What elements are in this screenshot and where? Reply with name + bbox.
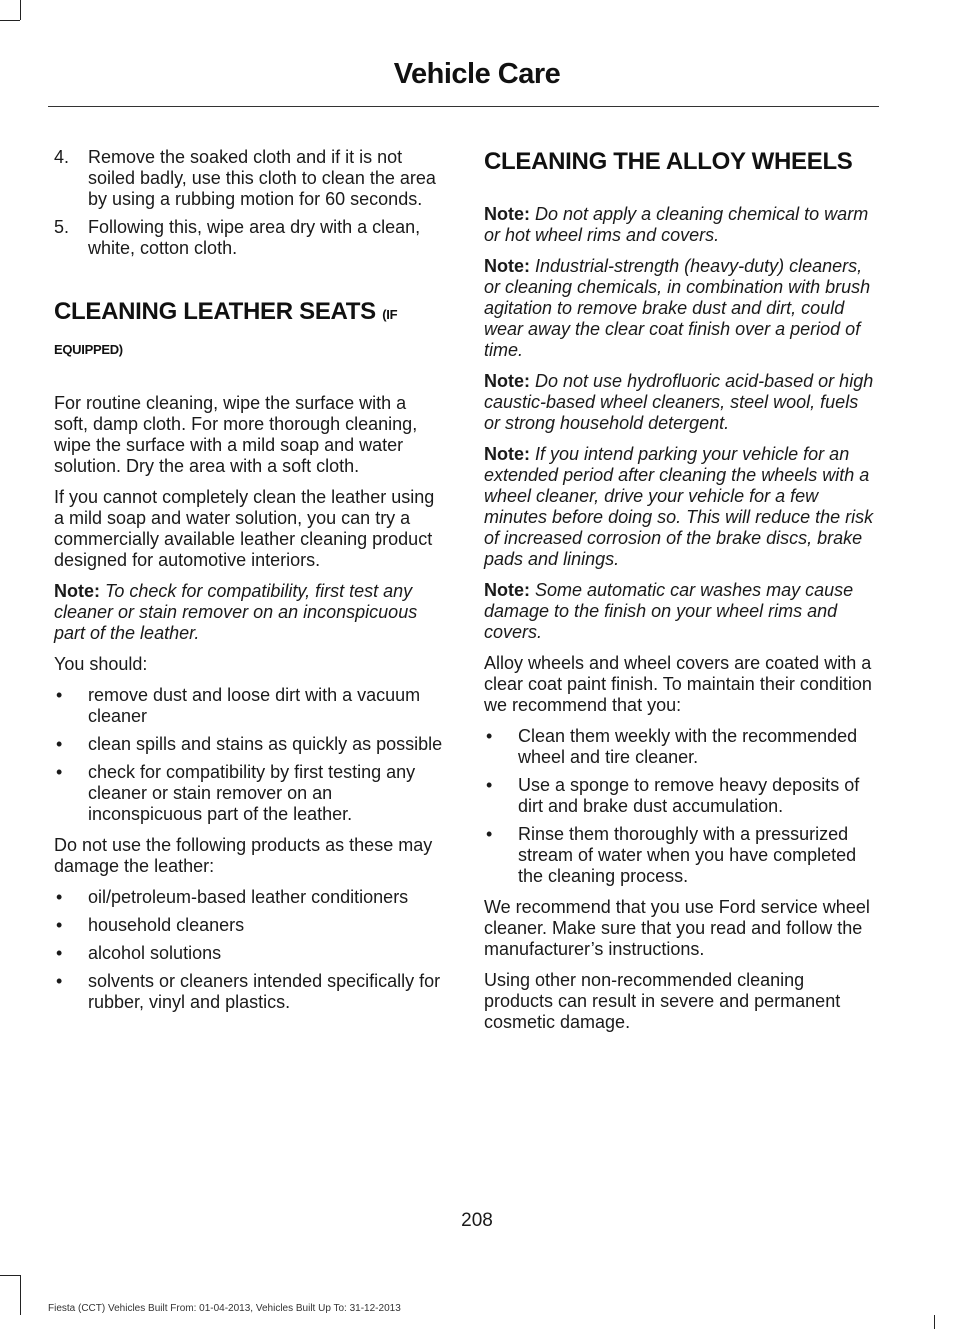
note-label: Note:: [484, 256, 530, 276]
step-text: Remove the soaked cloth and if it is not soiled badly, use this cloth to clean the area by using a rubbing motion for 60 seconds.: [88, 147, 436, 209]
list-item-text: Clean them weekly with the recommended wheel and tire cleaner.: [518, 726, 858, 767]
bullet: •: [486, 726, 493, 746]
crop-mark: [0, 20, 20, 21]
list-item-text: alcohol solutions: [88, 943, 222, 963]
crop-mark: [934, 1315, 935, 1329]
header-divider: [48, 106, 879, 107]
bullet: •: [56, 915, 63, 935]
paragraph: If you cannot completely clean the leather using a mild soap and water solution, you can try a commercially available leather cleaning product designed for automotive interiors.: [54, 487, 435, 570]
note-text: To check for compatibility, first test any cleaner or stain remover on an inconspicuous part of the leather.: [54, 581, 418, 643]
step-list: [54, 147, 444, 259]
list-item: [484, 726, 874, 768]
step-item: [54, 147, 444, 210]
bullet: •: [486, 824, 493, 844]
paragraph: Using other non-recommended cleaning products can result in severe and permanent cosmetic damage.: [484, 970, 841, 1032]
left-column: [54, 147, 444, 1023]
paragraph: Do not use the following products as these may damage the leather:: [54, 835, 433, 876]
list-item-text: Use a sponge to remove heavy deposits of dirt and brake dust accumulation.: [518, 775, 860, 816]
note: [54, 581, 444, 644]
list-item: [484, 824, 874, 887]
note-label: Note:: [484, 371, 530, 391]
crop-mark: [20, 0, 21, 20]
note-text: Do not apply a cleaning chemical to warm or hot wheel rims and covers.: [484, 204, 869, 245]
step-number: 4.: [54, 147, 70, 167]
list-item: [54, 734, 444, 755]
section-heading-leather-seats: [54, 297, 444, 367]
list-item: [54, 943, 444, 964]
wheel-care-list: [484, 726, 874, 887]
note: [484, 256, 874, 361]
crop-mark: [0, 1275, 20, 1276]
list-item-text: clean spills and stains as quickly as possible: [88, 734, 443, 754]
section-heading-alloy-wheels: CLEANING THE ALLOY WHEELS: [484, 148, 853, 175]
step-text: Following this, wipe area dry with a clean, white, cotton cloth.: [88, 217, 421, 258]
list-item: [54, 971, 444, 1013]
list-item-text: Rinse them thoroughly with a pressurized stream of water when you have completed the cleaning process.: [518, 824, 857, 886]
note-text: Do not use hydrofluoric acid-based or high caustic-based wheel cleaners, steel wool, fuels or strong household detergent.: [484, 371, 874, 433]
paragraph: You should:: [54, 654, 148, 674]
paragraph: Alloy wheels and wheel covers are coated with a clear coat paint finish. To maintain their condition we recommend that you:: [484, 653, 872, 715]
note-text: Some automatic car washes may cause damage to the finish on your wheel rims and covers.: [484, 580, 854, 642]
step-item: [54, 217, 444, 259]
note: [484, 204, 874, 246]
note-label: Note:: [484, 444, 530, 464]
paragraph: For routine cleaning, wipe the surface with a soft, damp cloth. For more thorough cleaning, wipe the surface with a mild soap and water solution. Dry the area with a soft cloth.: [54, 393, 418, 476]
list-item: [54, 915, 444, 936]
step-number: 5.: [54, 217, 70, 237]
list-item: [54, 685, 444, 727]
note: [484, 444, 874, 570]
note: [484, 580, 874, 643]
list-item-text: remove dust and loose dirt with a vacuum cleaner: [88, 685, 421, 726]
heading-text: CLEANING LEATHER SEATS: [54, 298, 376, 325]
footer-text: Fiesta (CCT) Vehicles Built From: 01-04-2013, Vehicles Built Up To: 31-12-2013: [48, 1303, 401, 1314]
note-label: Note:: [54, 581, 100, 601]
bullet: •: [56, 734, 63, 754]
bullet: •: [486, 775, 493, 795]
right-column: [484, 147, 874, 1043]
crop-mark: [20, 1275, 21, 1315]
note-text: Industrial-strength (heavy-duty) cleaners, or cleaning chemicals, in combination with brush agitation to remove brake dust and dirt, could wear away the clear coat finish over a period of time.: [484, 256, 871, 360]
heading-suffix: (IF EQUIPPED): [54, 307, 398, 357]
bullet: •: [56, 971, 63, 991]
list-item: [484, 775, 874, 817]
list-item-text: oil/petroleum-based leather conditioners: [88, 887, 409, 907]
list-item-text: check for compatibility by first testing any cleaner or stain remover on an inconspicuous part of the leather.: [88, 762, 416, 824]
bullet: •: [56, 943, 63, 963]
list-item: [54, 762, 444, 825]
list-item: [54, 887, 444, 908]
list-item-text: solvents or cleaners intended specifically for rubber, vinyl and plastics.: [88, 971, 441, 1012]
note: [484, 371, 874, 434]
page-number: 208: [461, 1210, 493, 1231]
bullet: •: [56, 685, 63, 705]
paragraph: We recommend that you use Ford service wheel cleaner. Make sure that you read and follow the manufacturer’s instructions.: [484, 897, 870, 959]
page-title: Vehicle Care: [393, 58, 561, 90]
should-list: [54, 685, 444, 825]
note-label: Note:: [484, 580, 530, 600]
avoid-list: [54, 887, 444, 1013]
note-text: If you intend parking your vehicle for an extended period after cleaning the wheels with a wheel cleaner, drive your vehicle for a few minutes before doing so. This will reduce the risk of increased corrosion of the brake discs, brake pads and linings.: [484, 444, 874, 569]
note-label: Note:: [484, 204, 530, 224]
list-item-text: household cleaners: [88, 915, 245, 935]
bullet: •: [56, 887, 63, 907]
bullet: •: [56, 762, 63, 782]
